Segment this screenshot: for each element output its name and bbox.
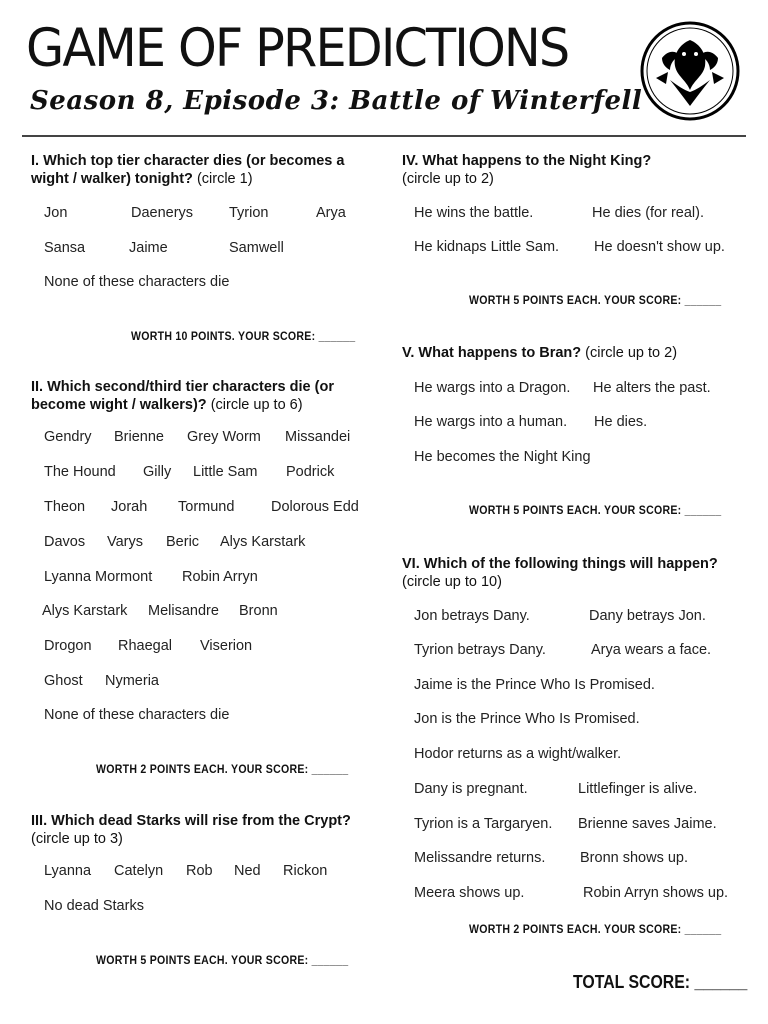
q6-option[interactable]: Brienne saves Jaime. — [578, 816, 717, 832]
q2-option[interactable]: Rhaegal — [118, 638, 173, 654]
q2-option[interactable]: Theon — [44, 499, 86, 515]
q2-option[interactable]: None of these characters die — [44, 707, 230, 723]
q3-option[interactable]: Rickon — [283, 863, 328, 879]
q4-score-line: WORTH 5 POINTS EACH. YOUR SCORE: ______ — [469, 293, 722, 307]
q2-option[interactable]: Ghost — [44, 673, 83, 689]
q1-option[interactable]: Jaime — [129, 240, 168, 256]
q6-option[interactable]: Dany is pregnant. — [414, 781, 528, 797]
question-1: I. Which top tier character dies (or becomes a wight / walker) tonight? (circle 1) — [31, 153, 345, 187]
q5-option[interactable]: He dies. — [594, 414, 648, 430]
q1-option[interactable]: Arya — [316, 205, 346, 221]
page-title: GAME OF PREDICTIONS — [26, 18, 569, 79]
question-4: IV. What happens to the Night King? (circle up to 2) — [402, 153, 652, 187]
q6-option[interactable]: Meera shows up. — [414, 885, 525, 901]
q2-option[interactable]: Lyanna Mormont — [44, 569, 153, 585]
q2-option[interactable]: Tormund — [178, 499, 235, 515]
question-2: II. Which second/third tier characters die (or become wight / walkers)? (circle up to 6) — [31, 379, 334, 413]
q5-option[interactable]: He wargs into a human. — [414, 414, 568, 430]
q4-option[interactable]: He wins the battle. — [414, 205, 534, 221]
q1-option[interactable]: Daenerys — [131, 205, 194, 221]
q2-option[interactable]: Melisandre — [148, 603, 219, 619]
q1-option[interactable]: None of these characters die — [44, 274, 230, 290]
q5-option[interactable]: He becomes the Night King — [414, 449, 591, 465]
q3-option[interactable]: Ned — [234, 863, 261, 879]
q2-option[interactable]: Varys — [107, 534, 143, 550]
question-3: III. Which dead Starks will rise from the Crypt? (circle up to 3) — [31, 813, 351, 847]
q6-score-line: WORTH 2 POINTS EACH. YOUR SCORE: ______ — [469, 922, 722, 936]
q6-option[interactable]: Tyrion betrays Dany. — [414, 642, 546, 658]
q2-option[interactable]: Viserion — [200, 638, 253, 654]
q1-option[interactable]: Jon — [44, 205, 68, 221]
q2-option[interactable]: Bronn — [239, 603, 278, 619]
q4-option[interactable]: He dies (for real). — [592, 205, 705, 221]
q6-option[interactable]: Bronn shows up. — [580, 850, 689, 866]
q6-option[interactable]: Arya wears a face. — [591, 642, 712, 658]
q1-score-line: WORTH 10 POINTS. YOUR SCORE: ______ — [131, 329, 356, 343]
q2-option[interactable]: Robin Arryn — [182, 569, 258, 585]
q2-option[interactable]: The Hound — [44, 464, 116, 480]
q2-option[interactable]: Drogon — [44, 638, 92, 654]
total-score-line: TOTAL SCORE: ______ — [573, 972, 748, 992]
q6-option[interactable]: Robin Arryn shows up. — [583, 885, 729, 901]
q2-option[interactable]: Little Sam — [193, 464, 258, 480]
q2-option[interactable]: Grey Worm — [187, 429, 261, 445]
q6-option[interactable]: Jon is the Prince Who Is Promised. — [414, 711, 640, 727]
q2-option[interactable]: Alys Karstark — [42, 603, 128, 619]
q6-option[interactable]: Tyrion is a Targaryen. — [414, 816, 553, 832]
q2-option[interactable]: Brienne — [114, 429, 164, 445]
q2-option[interactable]: Podrick — [286, 464, 335, 480]
q6-option[interactable]: Melissandre returns. — [414, 850, 546, 866]
q2-option[interactable]: Gendry — [44, 429, 92, 445]
q5-option[interactable]: He alters the past. — [593, 380, 711, 396]
q3-option[interactable]: Lyanna — [44, 863, 92, 879]
question-5: V. What happens to Bran? (circle up to 2) — [402, 345, 678, 361]
q1-option[interactable]: Samwell — [229, 240, 284, 256]
q1-option[interactable]: Sansa — [44, 240, 86, 256]
q3-option[interactable]: Catelyn — [114, 863, 164, 879]
q2-option[interactable]: Gilly — [143, 464, 172, 480]
q2-option[interactable]: Davos — [44, 534, 86, 550]
q4-option[interactable]: He doesn't show up. — [594, 239, 725, 255]
q6-option[interactable]: Hodor returns as a wight/walker. — [414, 746, 622, 762]
q6-option[interactable]: Jaime is the Prince Who Is Promised. — [414, 677, 655, 693]
question-6: VI. Which of the following things will happen? (circle up to 10) — [402, 556, 718, 590]
q2-option[interactable]: Dolorous Edd — [271, 499, 359, 515]
q5-option[interactable]: He wargs into a Dragon. — [414, 380, 571, 396]
q6-option[interactable]: Dany betrays Jon. — [589, 608, 706, 624]
q2-option[interactable]: Beric — [166, 534, 200, 550]
q6-option[interactable]: Jon betrays Dany. — [414, 608, 530, 624]
q2-score-line: WORTH 2 POINTS EACH. YOUR SCORE: ______ — [96, 762, 349, 776]
q3-option[interactable]: No dead Starks — [44, 898, 144, 914]
q2-option[interactable]: Alys Karstark — [220, 534, 306, 550]
q6-option[interactable]: Littlefinger is alive. — [578, 781, 698, 797]
q2-option[interactable]: Missandei — [285, 429, 351, 445]
q2-option[interactable]: Jorah — [111, 499, 148, 515]
q3-option[interactable]: Rob — [186, 863, 213, 879]
q5-score-line: WORTH 5 POINTS EACH. YOUR SCORE: ______ — [469, 503, 722, 517]
header-divider — [22, 135, 746, 137]
q1-option[interactable]: Tyrion — [229, 205, 269, 221]
dragon-sigil-icon — [640, 20, 740, 122]
page-subtitle: Season 8, Episode 3: Battle of Winterfell — [30, 86, 643, 116]
q3-score-line: WORTH 5 POINTS EACH. YOUR SCORE: ______ — [96, 953, 349, 967]
q2-option[interactable]: Nymeria — [105, 673, 159, 689]
q4-option[interactable]: He kidnaps Little Sam. — [414, 239, 560, 255]
